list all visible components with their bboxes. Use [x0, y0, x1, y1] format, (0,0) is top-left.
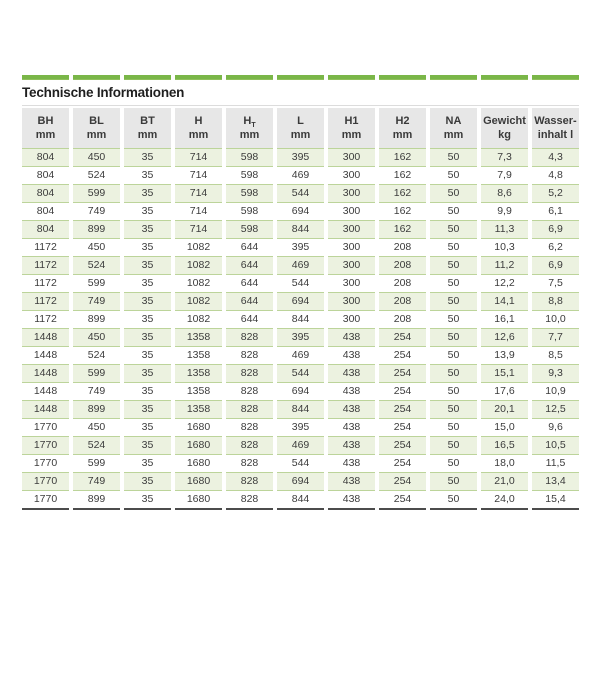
- cell-gewicht: 17,6: [481, 383, 528, 401]
- cell-bh: 1448: [22, 401, 69, 419]
- cell-wasserinhalt: 11,5: [532, 455, 579, 473]
- cell-h2: 208: [379, 293, 426, 311]
- table-row: [22, 167, 579, 185]
- cell-bh: 1172: [22, 311, 69, 329]
- cell-gewicht: 11,2: [481, 257, 528, 275]
- cell-na: 50: [430, 365, 477, 383]
- cell-bt: 35: [124, 149, 171, 167]
- cell-l: 469: [277, 437, 324, 455]
- cell-h2: 254: [379, 401, 426, 419]
- cell-h: 1082: [175, 239, 222, 257]
- cell-h2: 254: [379, 491, 426, 510]
- cell-bh: 804: [22, 221, 69, 239]
- table-row: [22, 275, 579, 293]
- cell-bt: 35: [124, 401, 171, 419]
- cell-h: 1082: [175, 257, 222, 275]
- table-row: [22, 491, 579, 510]
- cell-ht: 828: [226, 455, 273, 473]
- cell-wasserinhalt: 6,1: [532, 203, 579, 221]
- column-header-h: H mm: [175, 106, 222, 149]
- cell-bt: 35: [124, 383, 171, 401]
- cell-bl: 524: [73, 347, 120, 365]
- cell-bl: 749: [73, 383, 120, 401]
- cell-bt: 35: [124, 473, 171, 491]
- column-header-h1: H1 mm: [328, 106, 375, 149]
- cell-h: 1358: [175, 383, 222, 401]
- cell-na: 50: [430, 257, 477, 275]
- table-row: [22, 221, 579, 239]
- column-header-bl: BL mm: [73, 106, 120, 149]
- cell-l: 469: [277, 167, 324, 185]
- cell-ht: 828: [226, 401, 273, 419]
- cell-l: 544: [277, 275, 324, 293]
- cell-l: 469: [277, 257, 324, 275]
- cell-bh: 1448: [22, 383, 69, 401]
- cell-wasserinhalt: 8,8: [532, 293, 579, 311]
- cell-na: 50: [430, 149, 477, 167]
- column-header-wasserinhalt: Wasser- inhalt l: [532, 106, 579, 149]
- cell-bl: 450: [73, 239, 120, 257]
- cell-ht: 598: [226, 203, 273, 221]
- cell-bl: 524: [73, 257, 120, 275]
- cell-bt: 35: [124, 491, 171, 510]
- cell-wasserinhalt: 12,5: [532, 401, 579, 419]
- cell-bh: 1448: [22, 365, 69, 383]
- cell-h: 1680: [175, 437, 222, 455]
- cell-bt: 35: [124, 329, 171, 347]
- cell-l: 395: [277, 239, 324, 257]
- cell-na: 50: [430, 293, 477, 311]
- cell-ht: 828: [226, 437, 273, 455]
- cell-bl: 524: [73, 167, 120, 185]
- cell-gewicht: 12,2: [481, 275, 528, 293]
- cell-h: 1680: [175, 455, 222, 473]
- cell-bl: 749: [73, 473, 120, 491]
- cell-h2: 162: [379, 185, 426, 203]
- cell-gewicht: 21,0: [481, 473, 528, 491]
- cell-na: 50: [430, 185, 477, 203]
- cell-bh: 1448: [22, 347, 69, 365]
- cell-l: 844: [277, 221, 324, 239]
- cell-h1: 300: [328, 293, 375, 311]
- cell-bt: 35: [124, 293, 171, 311]
- cell-bh: 1172: [22, 293, 69, 311]
- cell-bl: 899: [73, 311, 120, 329]
- cell-l: 544: [277, 185, 324, 203]
- table-row: [22, 455, 579, 473]
- cell-bt: 35: [124, 311, 171, 329]
- column-header-h2: H2 mm: [379, 106, 426, 149]
- cell-bl: 450: [73, 329, 120, 347]
- cell-h: 1358: [175, 329, 222, 347]
- column-header-gewicht: Gewicht kg: [481, 106, 528, 149]
- cell-h1: 300: [328, 149, 375, 167]
- cell-h: 714: [175, 167, 222, 185]
- cell-h: 1358: [175, 401, 222, 419]
- cell-ht: 644: [226, 257, 273, 275]
- cell-ht: 644: [226, 239, 273, 257]
- cell-bh: 1448: [22, 329, 69, 347]
- cell-wasserinhalt: 10,9: [532, 383, 579, 401]
- cell-bl: 599: [73, 185, 120, 203]
- cell-wasserinhalt: 6,9: [532, 221, 579, 239]
- header-row: [22, 106, 579, 149]
- cell-gewicht: 16,5: [481, 437, 528, 455]
- cell-l: 694: [277, 473, 324, 491]
- cell-h1: 438: [328, 455, 375, 473]
- cell-l: 844: [277, 491, 324, 510]
- table-row: [22, 293, 579, 311]
- cell-gewicht: 15,1: [481, 365, 528, 383]
- cell-bl: 749: [73, 203, 120, 221]
- cell-h1: 300: [328, 257, 375, 275]
- cell-ht: 598: [226, 149, 273, 167]
- cell-na: 50: [430, 437, 477, 455]
- cell-h1: 300: [328, 167, 375, 185]
- cell-na: 50: [430, 401, 477, 419]
- cell-bt: 35: [124, 239, 171, 257]
- table-row: [22, 365, 579, 383]
- cell-ht: 598: [226, 221, 273, 239]
- cell-ht: 828: [226, 419, 273, 437]
- cell-h2: 254: [379, 473, 426, 491]
- cell-h2: 254: [379, 419, 426, 437]
- cell-bt: 35: [124, 221, 171, 239]
- cell-l: 395: [277, 329, 324, 347]
- cell-gewicht: 7,9: [481, 167, 528, 185]
- table-row: [22, 257, 579, 275]
- cell-gewicht: 20,1: [481, 401, 528, 419]
- cell-gewicht: 15,0: [481, 419, 528, 437]
- cell-bt: 35: [124, 365, 171, 383]
- cell-gewicht: 18,0: [481, 455, 528, 473]
- cell-h1: 438: [328, 329, 375, 347]
- cell-na: 50: [430, 329, 477, 347]
- cell-h1: 300: [328, 221, 375, 239]
- cell-h2: 254: [379, 365, 426, 383]
- cell-ht: 644: [226, 293, 273, 311]
- cell-bl: 899: [73, 491, 120, 510]
- cell-gewicht: 10,3: [481, 239, 528, 257]
- cell-l: 844: [277, 401, 324, 419]
- column-header-bt: BT mm: [124, 106, 171, 149]
- cell-na: 50: [430, 491, 477, 510]
- cell-na: 50: [430, 383, 477, 401]
- cell-h1: 438: [328, 401, 375, 419]
- cell-bh: 1172: [22, 275, 69, 293]
- cell-bh: 1770: [22, 455, 69, 473]
- cell-h: 1082: [175, 293, 222, 311]
- cell-l: 694: [277, 383, 324, 401]
- cell-ht: 644: [226, 275, 273, 293]
- cell-ht: 828: [226, 491, 273, 510]
- cell-l: 395: [277, 149, 324, 167]
- cell-gewicht: 11,3: [481, 221, 528, 239]
- cell-wasserinhalt: 7,7: [532, 329, 579, 347]
- cell-bl: 899: [73, 221, 120, 239]
- cell-h1: 300: [328, 203, 375, 221]
- column-header-l: L mm: [277, 106, 324, 149]
- cell-h2: 254: [379, 455, 426, 473]
- cell-na: 50: [430, 419, 477, 437]
- cell-bt: 35: [124, 203, 171, 221]
- cell-h: 1358: [175, 347, 222, 365]
- title-row: [22, 80, 579, 106]
- cell-bh: 804: [22, 149, 69, 167]
- cell-gewicht: 12,6: [481, 329, 528, 347]
- table-row: [22, 311, 579, 329]
- cell-gewicht: 7,3: [481, 149, 528, 167]
- cell-na: 50: [430, 473, 477, 491]
- cell-h2: 208: [379, 257, 426, 275]
- cell-h1: 438: [328, 437, 375, 455]
- cell-l: 844: [277, 311, 324, 329]
- table-row: [22, 473, 579, 491]
- cell-h1: 300: [328, 239, 375, 257]
- cell-h1: 438: [328, 383, 375, 401]
- cell-bh: 1770: [22, 491, 69, 510]
- cell-na: 50: [430, 347, 477, 365]
- table-row: [22, 329, 579, 347]
- cell-bh: 1172: [22, 239, 69, 257]
- cell-bh: 1172: [22, 257, 69, 275]
- technical-info-table: [18, 75, 583, 510]
- cell-h1: 438: [328, 365, 375, 383]
- cell-gewicht: 9,9: [481, 203, 528, 221]
- cell-l: 469: [277, 347, 324, 365]
- cell-h: 1082: [175, 311, 222, 329]
- cell-h1: 438: [328, 347, 375, 365]
- cell-wasserinhalt: 4,8: [532, 167, 579, 185]
- cell-bt: 35: [124, 257, 171, 275]
- cell-h: 714: [175, 203, 222, 221]
- cell-na: 50: [430, 203, 477, 221]
- cell-wasserinhalt: 9,3: [532, 365, 579, 383]
- cell-wasserinhalt: 6,9: [532, 257, 579, 275]
- cell-bh: 804: [22, 167, 69, 185]
- cell-h2: 162: [379, 203, 426, 221]
- cell-na: 50: [430, 455, 477, 473]
- cell-h: 1680: [175, 491, 222, 510]
- cell-bh: 1770: [22, 419, 69, 437]
- cell-wasserinhalt: 8,5: [532, 347, 579, 365]
- table-row: [22, 239, 579, 257]
- cell-gewicht: 16,1: [481, 311, 528, 329]
- cell-h2: 254: [379, 437, 426, 455]
- cell-bt: 35: [124, 437, 171, 455]
- cell-wasserinhalt: 9,6: [532, 419, 579, 437]
- cell-l: 395: [277, 419, 324, 437]
- cell-h1: 300: [328, 311, 375, 329]
- cell-bl: 599: [73, 275, 120, 293]
- cell-h: 1680: [175, 419, 222, 437]
- cell-wasserinhalt: 13,4: [532, 473, 579, 491]
- cell-bh: 804: [22, 185, 69, 203]
- cell-h: 714: [175, 185, 222, 203]
- table-row: [22, 419, 579, 437]
- cell-h: 714: [175, 221, 222, 239]
- cell-h2: 208: [379, 275, 426, 293]
- table-row: [22, 149, 579, 167]
- cell-bt: 35: [124, 419, 171, 437]
- cell-gewicht: 14,1: [481, 293, 528, 311]
- table-row: [22, 203, 579, 221]
- cell-ht: 828: [226, 365, 273, 383]
- cell-bl: 749: [73, 293, 120, 311]
- cell-l: 544: [277, 455, 324, 473]
- cell-h1: 438: [328, 419, 375, 437]
- cell-bt: 35: [124, 347, 171, 365]
- cell-ht: 828: [226, 473, 273, 491]
- cell-na: 50: [430, 311, 477, 329]
- cell-na: 50: [430, 239, 477, 257]
- cell-wasserinhalt: 10,5: [532, 437, 579, 455]
- cell-gewicht: 24,0: [481, 491, 528, 510]
- cell-h1: 300: [328, 275, 375, 293]
- cell-na: 50: [430, 275, 477, 293]
- cell-ht: 598: [226, 185, 273, 203]
- cell-wasserinhalt: 7,5: [532, 275, 579, 293]
- title-cell: [22, 80, 579, 106]
- table-row: [22, 437, 579, 455]
- cell-h1: 438: [328, 473, 375, 491]
- cell-wasserinhalt: 15,4: [532, 491, 579, 510]
- cell-h2: 162: [379, 221, 426, 239]
- table-row: [22, 347, 579, 365]
- column-header-ht: $H_T$ mm: [226, 106, 273, 149]
- cell-bt: 35: [124, 167, 171, 185]
- cell-h2: 254: [379, 329, 426, 347]
- cell-bl: 524: [73, 437, 120, 455]
- table-row: [22, 383, 579, 401]
- cell-h1: 438: [328, 491, 375, 510]
- cell-ht: 598: [226, 167, 273, 185]
- cell-bt: 35: [124, 275, 171, 293]
- cell-bh: 804: [22, 203, 69, 221]
- column-header-na: NA mm: [430, 106, 477, 149]
- cell-wasserinhalt: 5,2: [532, 185, 579, 203]
- cell-bl: 599: [73, 455, 120, 473]
- cell-l: 544: [277, 365, 324, 383]
- table-row: [22, 401, 579, 419]
- cell-h2: 162: [379, 167, 426, 185]
- cell-bl: 450: [73, 149, 120, 167]
- cell-ht: 828: [226, 383, 273, 401]
- table-row: [22, 185, 579, 203]
- table-body: [22, 149, 579, 510]
- cell-h1: 300: [328, 185, 375, 203]
- cell-na: 50: [430, 167, 477, 185]
- cell-bh: 1770: [22, 437, 69, 455]
- cell-na: 50: [430, 221, 477, 239]
- cell-bl: 899: [73, 401, 120, 419]
- cell-h: 1358: [175, 365, 222, 383]
- column-header-bh: BH mm: [22, 106, 69, 149]
- cell-bl: 450: [73, 419, 120, 437]
- cell-ht: 828: [226, 347, 273, 365]
- cell-gewicht: 8,6: [481, 185, 528, 203]
- cell-l: 694: [277, 293, 324, 311]
- cell-bh: 1770: [22, 473, 69, 491]
- cell-bt: 35: [124, 185, 171, 203]
- cell-bl: 599: [73, 365, 120, 383]
- cell-wasserinhalt: 10,0: [532, 311, 579, 329]
- cell-h2: 254: [379, 347, 426, 365]
- cell-h2: 254: [379, 383, 426, 401]
- cell-h: 1082: [175, 275, 222, 293]
- cell-wasserinhalt: 6,2: [532, 239, 579, 257]
- cell-l: 694: [277, 203, 324, 221]
- cell-wasserinhalt: 4,3: [532, 149, 579, 167]
- cell-bt: 35: [124, 455, 171, 473]
- cell-h2: 208: [379, 311, 426, 329]
- cell-ht: 828: [226, 329, 273, 347]
- cell-h: 714: [175, 149, 222, 167]
- cell-ht: 644: [226, 311, 273, 329]
- cell-gewicht: 13,9: [481, 347, 528, 365]
- cell-h: 1680: [175, 473, 222, 491]
- cell-h2: 208: [379, 239, 426, 257]
- cell-h2: 162: [379, 149, 426, 167]
- table-title: Technische Informationen: [22, 85, 185, 100]
